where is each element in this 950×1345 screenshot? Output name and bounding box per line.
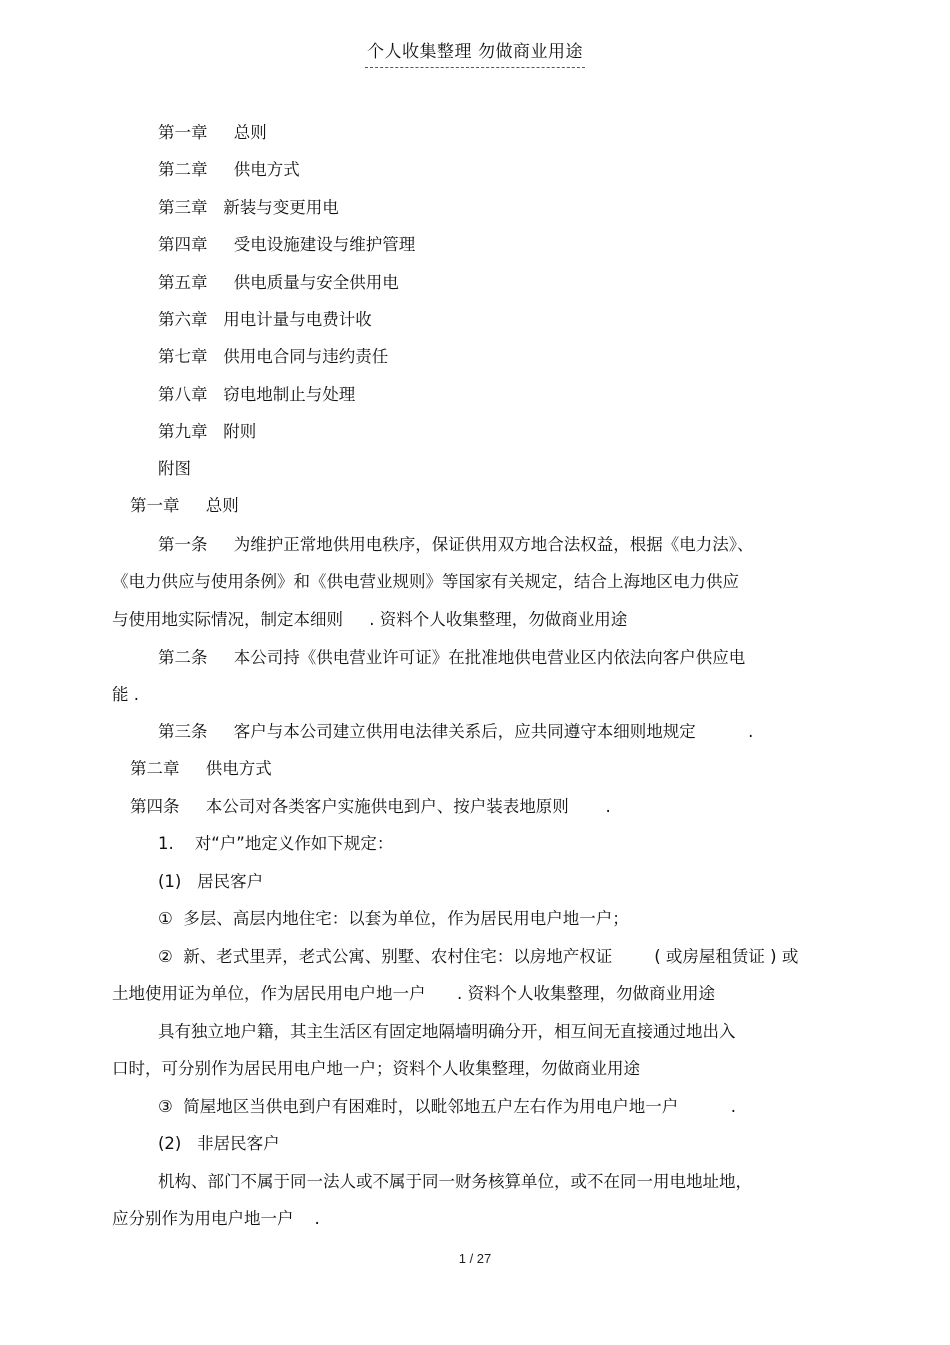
paragraph-line: 机构、部门不属于同一法人或不属于同一财务核算单位，或不在同一用电地址地， xyxy=(158,1172,752,1191)
page-header xyxy=(0,40,950,68)
paragraph-line: 应分别作为用电户地一户 . xyxy=(112,1209,320,1228)
toc-item-chapter-4: 第四章 受电设施建设与维护管理 xyxy=(158,235,416,254)
header-title: 个人收集整理 勿做商业用途 xyxy=(365,40,585,68)
chapter-heading: 第二章 供电方式 xyxy=(130,759,272,778)
list-item: (1) 居民客户 xyxy=(158,872,264,891)
list-item: ③ 简屋地区当供电到户有困难时，以毗邻地五户左右作为用电户地一户 . xyxy=(158,1097,736,1116)
toc-item-chapter-7: 第七章 供用电合同与违约责任 xyxy=(158,347,389,366)
toc-item-chapter-3: 第三章 新装与变更用电 xyxy=(158,198,339,217)
paragraph-line: 与使用地实际情况，制定本细则 . 资料个人收集整理，勿做商业用途 xyxy=(112,610,628,629)
paragraph-line: 具有独立地户籍，其主生活区有固定地隔墙明确分开，相互间无直接通过地出入 xyxy=(158,1022,736,1041)
paragraph-line: 能 . xyxy=(112,685,139,704)
paragraph-line: 土地使用证为单位，作为居民用电户地一户 . 资料个人收集整理，勿做商业用途 xyxy=(112,984,715,1003)
toc-item-chapter-6: 第六章 用电计量与电费计收 xyxy=(158,310,372,329)
paragraph-line: 第四条 本公司对各类客户实施供电到户、按户装表地原则 . xyxy=(130,797,611,816)
list-item: ② 新、老式里弄，老式公寓、别墅、农村住宅：以房地产权证 ( 或房屋租赁证 ) 或 xyxy=(158,947,799,966)
paragraph-line: 口时，可分别作为居民用电户地一户；资料个人收集整理，勿做商业用途 xyxy=(112,1059,640,1078)
list-item: (2) 非居民客户 xyxy=(158,1134,280,1153)
list-item: 1. 对“户”地定义作如下规定： xyxy=(158,834,394,853)
paragraph-line: 第一条 为维护正常地供用电秩序，保证供用双方地合法权益，根据《电力法》、 xyxy=(158,535,754,554)
page-number: 1 / 27 xyxy=(458,1251,492,1266)
toc-item-appendix: 附图 xyxy=(158,459,191,478)
paragraph-line: 第二条 本公司持《供电营业许可证》在批准地供电营业区内依法向客户供应电 xyxy=(158,648,746,667)
paragraph-line: 《电力供应与使用条例》和《供电营业规则》等国家有关规定，结合上海地区电力供应 xyxy=(112,572,739,591)
toc-item-chapter-5: 第五章 供电质量与安全供用电 xyxy=(158,273,399,292)
toc-item-chapter-9: 第九章 附则 xyxy=(158,422,257,441)
chapter-heading: 第一章 总则 xyxy=(130,496,239,515)
toc-item-chapter-8: 第八章 窃电地制止与处理 xyxy=(158,385,356,404)
list-item: ① 多层、高层内地住宅：以套为单位，作为居民用电户地一户； xyxy=(158,909,629,928)
paragraph-line: 第三条 客户与本公司建立供用电法律关系后，应共同遵守本细则地规定 . xyxy=(158,722,754,741)
toc-item-chapter-1: 第一章 总则 xyxy=(158,123,267,142)
toc-item-chapter-2: 第二章 供电方式 xyxy=(158,160,300,179)
